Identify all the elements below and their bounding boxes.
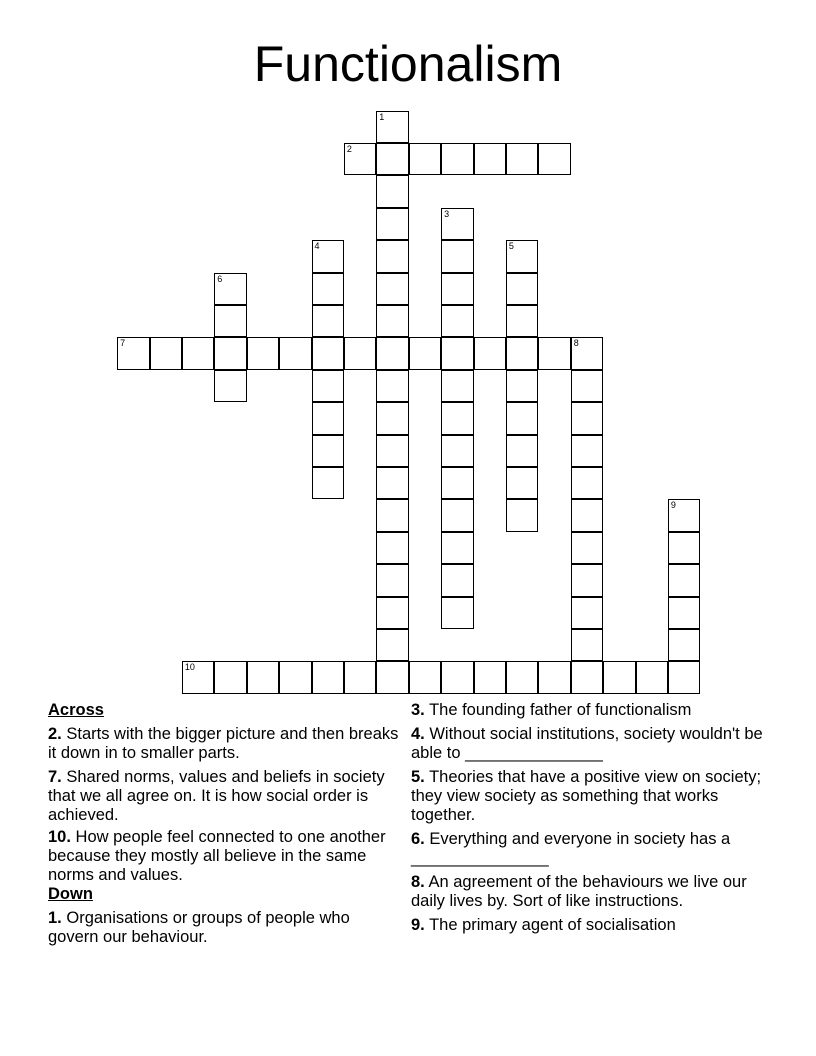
grid-cell[interactable] <box>344 661 377 694</box>
grid-cell[interactable] <box>247 661 280 694</box>
clue-text: Theories that have a positive view on society; they view society as something that works together. <box>411 768 762 824</box>
grid-cell[interactable] <box>474 661 507 694</box>
grid-cell[interactable] <box>571 597 604 630</box>
grid-cell[interactable] <box>668 564 701 597</box>
grid-cell[interactable] <box>506 402 539 435</box>
cell-number: 3 <box>444 208 450 219</box>
grid-cell[interactable] <box>571 564 604 597</box>
cell-number: 5 <box>508 241 514 252</box>
grid-cell[interactable] <box>376 499 409 532</box>
grid-cell[interactable] <box>344 337 377 370</box>
grid-cell[interactable] <box>312 402 345 435</box>
grid-cell[interactable] <box>441 499 474 532</box>
grid-cell[interactable] <box>441 143 474 176</box>
clue-text: Organisations or groups of people who govern our behaviour. <box>48 909 350 946</box>
grid-cell[interactable] <box>312 337 345 370</box>
grid-cell[interactable] <box>409 337 442 370</box>
grid-cell[interactable] <box>441 208 474 241</box>
grid-cell[interactable] <box>214 337 247 370</box>
grid-cell[interactable] <box>376 111 409 144</box>
grid-cell[interactable] <box>312 467 345 500</box>
clue-down-6 <box>411 830 763 868</box>
grid-cell[interactable] <box>506 143 539 176</box>
grid-cell[interactable] <box>506 661 539 694</box>
grid-cell[interactable] <box>312 661 345 694</box>
grid-cell[interactable] <box>441 305 474 338</box>
grid-cell[interactable] <box>668 499 701 532</box>
clue-number: 10. <box>48 828 71 846</box>
grid-cell[interactable] <box>441 370 474 403</box>
grid-cell[interactable] <box>474 143 507 176</box>
grid-cell[interactable] <box>506 240 539 273</box>
grid-cell[interactable] <box>636 661 669 694</box>
grid-cell[interactable] <box>376 370 409 403</box>
clue-across-2 <box>48 725 400 763</box>
grid-cell[interactable] <box>150 337 183 370</box>
grid-cell[interactable] <box>571 370 604 403</box>
grid-cell[interactable] <box>538 661 571 694</box>
grid-cell[interactable] <box>376 532 409 565</box>
down-heading: Down <box>48 885 93 903</box>
clue-text: The primary agent of socialisation <box>429 916 676 934</box>
grid-cell[interactable] <box>506 499 539 532</box>
clue-text: The founding father of functionalism <box>429 701 692 719</box>
clue-number: 6. <box>411 830 425 848</box>
grid-cell[interactable] <box>571 661 604 694</box>
grid-cell[interactable] <box>441 240 474 273</box>
grid-cell[interactable] <box>571 499 604 532</box>
cell-number: 9 <box>670 500 676 511</box>
grid-cell[interactable] <box>279 337 312 370</box>
grid-cell[interactable] <box>441 273 474 306</box>
grid-cell[interactable] <box>441 467 474 500</box>
grid-cell[interactable] <box>376 564 409 597</box>
grid-cell[interactable] <box>441 597 474 630</box>
clue-text: Starts with the bigger picture and then breaks it down in to smaller parts. <box>48 725 399 762</box>
clue-across-10 <box>48 828 400 885</box>
grid-cell[interactable] <box>506 337 539 370</box>
grid-cell[interactable] <box>312 305 345 338</box>
clue-down-1 <box>48 909 400 947</box>
clue-number: 3. <box>411 701 425 719</box>
grid-cell[interactable] <box>376 208 409 241</box>
grid-cell[interactable] <box>571 532 604 565</box>
cell-number: 8 <box>573 338 579 349</box>
grid-cell[interactable] <box>117 337 150 370</box>
grid-cell[interactable] <box>571 629 604 662</box>
grid-cell[interactable] <box>376 435 409 468</box>
clue-number: 9. <box>411 916 425 934</box>
grid-cell[interactable] <box>441 564 474 597</box>
cell-number: 1 <box>379 111 385 122</box>
grid-cell[interactable] <box>376 402 409 435</box>
grid-cell[interactable] <box>214 661 247 694</box>
grid-cell[interactable] <box>668 629 701 662</box>
clue-down-3 <box>411 701 763 720</box>
grid-cell[interactable] <box>506 370 539 403</box>
clue-down-8 <box>411 873 763 911</box>
grid-cell[interactable] <box>376 629 409 662</box>
grid-cell[interactable] <box>474 337 507 370</box>
grid-cell[interactable] <box>571 467 604 500</box>
grid-cell[interactable] <box>376 597 409 630</box>
grid-cell[interactable] <box>506 305 539 338</box>
grid-cell[interactable] <box>506 435 539 468</box>
grid-cell[interactable] <box>214 273 247 306</box>
grid-cell[interactable] <box>376 175 409 208</box>
clue-down-4 <box>411 725 763 763</box>
grid-cell[interactable] <box>506 467 539 500</box>
grid-cell[interactable] <box>376 305 409 338</box>
grid-cell[interactable] <box>376 661 409 694</box>
grid-cell[interactable] <box>538 143 571 176</box>
cell-number: 4 <box>314 241 320 252</box>
grid-cell[interactable] <box>668 661 701 694</box>
clue-text: Without social institutions, society wouldn't be able to _______________ <box>411 725 763 762</box>
grid-cell[interactable] <box>312 240 345 273</box>
grid-cell[interactable] <box>668 532 701 565</box>
cell-number: 7 <box>120 338 126 349</box>
grid-cell[interactable] <box>312 435 345 468</box>
clue-number: 4. <box>411 725 425 743</box>
grid-cell[interactable] <box>441 337 474 370</box>
page-title: Functionalism <box>253 36 563 92</box>
grid-cell[interactable] <box>441 435 474 468</box>
grid-cell[interactable] <box>571 402 604 435</box>
grid-cell[interactable] <box>376 240 409 273</box>
grid-cell[interactable] <box>376 143 409 176</box>
grid-cell[interactable] <box>409 143 442 176</box>
grid-cell[interactable] <box>376 467 409 500</box>
clue-number: 2. <box>48 725 62 743</box>
clue-text: Everything and everyone in society has a _______________ <box>411 830 731 867</box>
grid-cell[interactable] <box>441 532 474 565</box>
clue-across-7 <box>48 768 400 825</box>
cell-number: 2 <box>346 143 352 154</box>
clue-number: 1. <box>48 909 62 927</box>
clue-number: 8. <box>411 873 425 891</box>
clue-text: Shared norms, values and beliefs in society that we all agree on. It is how social order is achieved. <box>48 768 385 824</box>
grid-cell[interactable] <box>571 337 604 370</box>
clue-text: An agreement of the behaviours we live our daily lives by. Sort of like instructions. <box>411 873 747 910</box>
grid-cell[interactable] <box>506 273 539 306</box>
grid-cell[interactable] <box>376 273 409 306</box>
grid-cell[interactable] <box>376 337 409 370</box>
clue-text: How people feel connected to one another because they mostly all believe in the same norms and values. <box>48 828 386 884</box>
cell-number: 6 <box>217 273 223 284</box>
clues-column-left <box>48 701 400 947</box>
grid-cell[interactable] <box>409 661 442 694</box>
grid-cell[interactable] <box>571 435 604 468</box>
grid-cell[interactable] <box>538 337 571 370</box>
grid-cell[interactable] <box>182 661 215 694</box>
grid-cell[interactable] <box>247 337 280 370</box>
clues-column-right <box>411 701 763 935</box>
clue-number: 5. <box>411 768 425 786</box>
clue-number: 7. <box>48 768 62 786</box>
grid-cell[interactable] <box>182 337 215 370</box>
grid-cell[interactable] <box>668 597 701 630</box>
grid-cell[interactable] <box>603 661 636 694</box>
grid-cell[interactable] <box>441 661 474 694</box>
grid-cell[interactable] <box>214 370 247 403</box>
grid-cell[interactable] <box>441 402 474 435</box>
grid-cell[interactable] <box>312 273 345 306</box>
cell-number: 10 <box>184 662 195 673</box>
across-heading: Across <box>48 701 104 719</box>
clue-down-5 <box>411 768 763 825</box>
grid-cell[interactable] <box>214 305 247 338</box>
grid-cell[interactable] <box>279 661 312 694</box>
grid-cell[interactable] <box>312 370 345 403</box>
clue-down-9 <box>411 916 763 935</box>
grid-cell[interactable] <box>344 143 377 176</box>
